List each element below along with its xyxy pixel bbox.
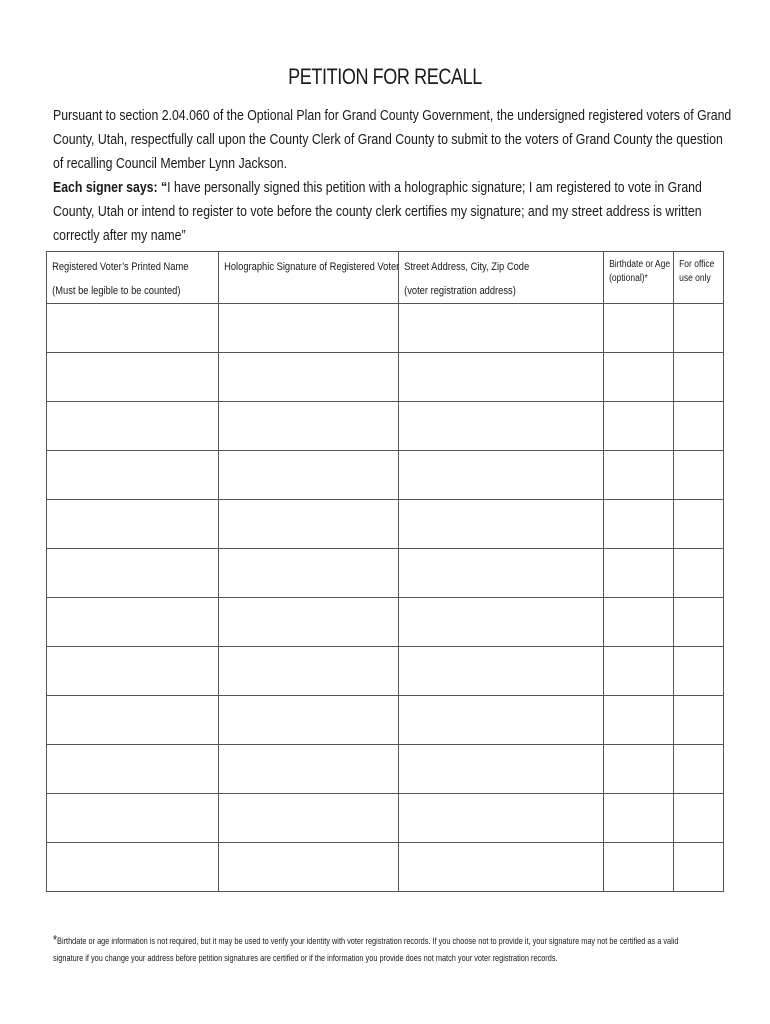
office-use-cell[interactable] bbox=[674, 794, 724, 843]
table-row bbox=[47, 451, 724, 500]
header-printed-name bbox=[47, 252, 219, 304]
printed-name-cell[interactable] bbox=[47, 402, 219, 451]
intro-paragraph: Pursuant to section 2.04.060 of the Optional Plan for Grand County Government, the undersigned registered voters of Grand County, Utah, respectfully call upon the County Clerk of Grand County to submit to the voters of Grand County the question of recalling Council Member Lynn Jackson. bbox=[53, 107, 732, 172]
signature-cell[interactable] bbox=[219, 696, 399, 745]
address-cell[interactable] bbox=[399, 598, 604, 647]
signature-cell[interactable] bbox=[219, 598, 399, 647]
table-row bbox=[47, 402, 724, 451]
signature-cell[interactable] bbox=[219, 500, 399, 549]
header-printed-name-note: (Must be legible to be counted) bbox=[52, 285, 181, 297]
table-row bbox=[47, 304, 724, 353]
table-row bbox=[47, 647, 724, 696]
address-cell[interactable] bbox=[399, 647, 604, 696]
signature-cell[interactable] bbox=[219, 647, 399, 696]
printed-name-cell[interactable] bbox=[47, 500, 219, 549]
birthdate-cell[interactable] bbox=[604, 794, 674, 843]
table-row bbox=[47, 353, 724, 402]
address-cell[interactable] bbox=[399, 451, 604, 500]
printed-name-cell[interactable] bbox=[47, 843, 219, 892]
header-office-line2: use only bbox=[679, 273, 711, 284]
header-signature-label: Holographic Signature of Registered Voter bbox=[224, 261, 400, 273]
header-address bbox=[399, 252, 604, 304]
signature-cell[interactable] bbox=[219, 549, 399, 598]
header-birthdate-label: Birthdate or Age bbox=[609, 259, 671, 270]
table-row bbox=[47, 696, 724, 745]
footnote-text: Birthdate or age information is not required, but it may be used to verify your identity with voter registration records. If you choose not to provide it, your signature may not be certified as a valid signature if you change your address before petition signatures are certified or if the information you provide does not match your voter registration records. bbox=[53, 936, 679, 963]
printed-name-cell[interactable] bbox=[47, 598, 219, 647]
header-birthdate bbox=[604, 252, 674, 304]
birthdate-cell[interactable] bbox=[604, 696, 674, 745]
page-title: PETITION FOR RECALL bbox=[288, 64, 482, 89]
birthdate-cell[interactable] bbox=[604, 598, 674, 647]
signature-cell[interactable] bbox=[219, 304, 399, 353]
address-cell[interactable] bbox=[399, 549, 604, 598]
signer-statement bbox=[53, 176, 734, 248]
table-header-row bbox=[47, 252, 724, 304]
office-use-cell[interactable] bbox=[674, 843, 724, 892]
birthdate-cell[interactable] bbox=[604, 451, 674, 500]
table-row bbox=[47, 843, 724, 892]
signature-cell[interactable] bbox=[219, 402, 399, 451]
header-address-note: (voter registration address) bbox=[404, 285, 516, 297]
table-row bbox=[47, 500, 724, 549]
signature-cell[interactable] bbox=[219, 451, 399, 500]
signer-text: I have personally signed this petition with a holographic signature; I am registered to vote in Grand County, Utah or intend to register to vote before the county clerk certifies my signature; and my street address is written correctly after my name” bbox=[53, 179, 702, 244]
office-use-cell[interactable] bbox=[674, 353, 724, 402]
address-cell[interactable] bbox=[399, 500, 604, 549]
header-birthdate-note: (optional)* bbox=[609, 273, 648, 284]
birthdate-cell[interactable] bbox=[604, 402, 674, 451]
signature-table bbox=[46, 251, 724, 892]
table-row bbox=[47, 549, 724, 598]
office-use-cell[interactable] bbox=[674, 647, 724, 696]
table-row bbox=[47, 745, 724, 794]
office-use-cell[interactable] bbox=[674, 696, 724, 745]
printed-name-cell[interactable] bbox=[47, 696, 219, 745]
birthdate-cell[interactable] bbox=[604, 304, 674, 353]
signer-label: Each signer says: “ bbox=[53, 179, 168, 196]
office-use-cell[interactable] bbox=[674, 549, 724, 598]
address-cell[interactable] bbox=[399, 696, 604, 745]
address-cell[interactable] bbox=[399, 353, 604, 402]
petition-statement bbox=[53, 104, 734, 248]
address-cell[interactable] bbox=[399, 843, 604, 892]
signature-cell[interactable] bbox=[219, 745, 399, 794]
printed-name-cell[interactable] bbox=[47, 549, 219, 598]
signature-cell[interactable] bbox=[219, 843, 399, 892]
office-use-cell[interactable] bbox=[674, 304, 724, 353]
birthdate-cell[interactable] bbox=[604, 843, 674, 892]
header-office-use bbox=[674, 252, 724, 304]
signature-rows bbox=[47, 304, 724, 892]
printed-name-cell[interactable] bbox=[47, 794, 219, 843]
footnote bbox=[53, 931, 709, 967]
table-row bbox=[47, 598, 724, 647]
office-use-cell[interactable] bbox=[674, 500, 724, 549]
header-address-label: Street Address, City, Zip Code bbox=[404, 261, 530, 273]
address-cell[interactable] bbox=[399, 794, 604, 843]
header-printed-name-label: Registered Voter’s Printed Name bbox=[52, 261, 189, 273]
address-cell[interactable] bbox=[399, 402, 604, 451]
footnote-marker: * bbox=[53, 932, 58, 947]
office-use-cell[interactable] bbox=[674, 598, 724, 647]
birthdate-cell[interactable] bbox=[604, 549, 674, 598]
printed-name-cell[interactable] bbox=[47, 745, 219, 794]
birthdate-cell[interactable] bbox=[604, 745, 674, 794]
printed-name-cell[interactable] bbox=[47, 304, 219, 353]
printed-name-cell[interactable] bbox=[47, 451, 219, 500]
birthdate-cell[interactable] bbox=[604, 353, 674, 402]
header-office-line1: For office bbox=[679, 259, 715, 270]
signature-cell[interactable] bbox=[219, 353, 399, 402]
birthdate-cell[interactable] bbox=[604, 500, 674, 549]
address-cell[interactable] bbox=[399, 745, 604, 794]
printed-name-cell[interactable] bbox=[47, 353, 219, 402]
birthdate-cell[interactable] bbox=[604, 647, 674, 696]
office-use-cell[interactable] bbox=[674, 402, 724, 451]
office-use-cell[interactable] bbox=[674, 451, 724, 500]
table-row bbox=[47, 794, 724, 843]
address-cell[interactable] bbox=[399, 304, 604, 353]
printed-name-cell[interactable] bbox=[47, 647, 219, 696]
office-use-cell[interactable] bbox=[674, 745, 724, 794]
signature-cell[interactable] bbox=[219, 794, 399, 843]
header-signature bbox=[219, 252, 399, 304]
